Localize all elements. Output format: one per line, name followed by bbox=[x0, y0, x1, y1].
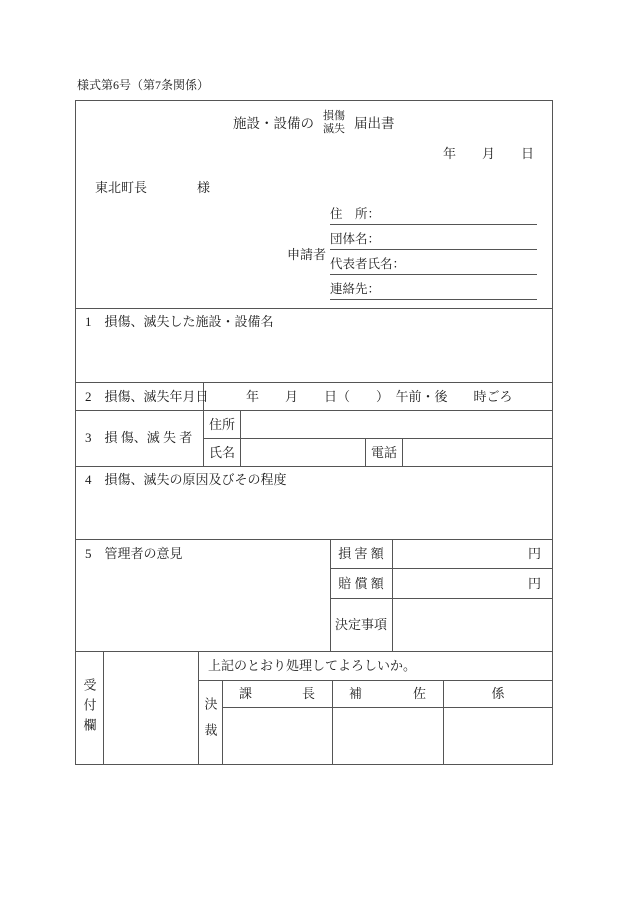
approval-col-assistant bbox=[332, 686, 443, 701]
approval-col-section-chief-right: 長 bbox=[301, 686, 315, 701]
approval-col-assistant-right: 佐 bbox=[412, 686, 426, 701]
section1-input[interactable] bbox=[80, 332, 548, 378]
table-line bbox=[75, 466, 553, 467]
table-line bbox=[198, 680, 553, 681]
applicant-fields bbox=[330, 200, 537, 300]
damage-amount-label: 損 害 額 bbox=[338, 546, 384, 561]
applicant-address-label: 住 所： bbox=[330, 207, 381, 221]
name-input[interactable] bbox=[241, 439, 364, 465]
approval-col-section-chief bbox=[222, 686, 332, 701]
compensation-amount-label: 賠 償 額 bbox=[338, 575, 384, 591]
section4-input[interactable] bbox=[80, 492, 548, 536]
table-line bbox=[365, 438, 366, 466]
phone-input[interactable] bbox=[403, 439, 552, 465]
applicant-contact-label: 連絡先： bbox=[330, 282, 381, 296]
section2-label: 2 損傷、滅失年月日 bbox=[85, 389, 209, 404]
applicant-contact-field[interactable] bbox=[330, 275, 537, 300]
reception-stamp-cell[interactable] bbox=[104, 652, 197, 764]
manager-opinion-input[interactable] bbox=[80, 566, 326, 648]
compensation-amount-unit: 円 bbox=[527, 575, 541, 591]
applicant-representative-field[interactable] bbox=[330, 250, 537, 275]
section5-label: 5 管理者の意見 bbox=[85, 546, 183, 561]
applicant-org-label: 団体名： bbox=[330, 232, 381, 246]
decision-items-input[interactable] bbox=[393, 599, 552, 650]
approval-question: 上記のとおり処理してよろしいか。 bbox=[208, 658, 417, 673]
approval-col-section-chief-left: 課 bbox=[239, 686, 253, 701]
applicant-representative-label: 代表者氏名： bbox=[330, 257, 406, 271]
approval-label: 決裁 bbox=[202, 696, 218, 749]
table-line bbox=[75, 382, 553, 383]
damage-amount-unit: 円 bbox=[527, 546, 541, 561]
address-label: 住所 bbox=[209, 417, 236, 432]
address-input[interactable] bbox=[241, 411, 552, 437]
addressee-line bbox=[95, 180, 210, 195]
phone-label: 電話 bbox=[371, 445, 398, 460]
section3-label: 3 損 傷、滅 失 者 bbox=[85, 430, 193, 445]
section2-date-value: 年 月 日（ ） 午前・後 時ごろ bbox=[246, 389, 513, 404]
title-damage-label: 損傷 bbox=[323, 110, 345, 122]
date-line: 年 月 日 bbox=[443, 146, 535, 161]
reception-column-label: 受付欄 bbox=[81, 678, 97, 738]
section-chief-stamp-cell[interactable] bbox=[223, 708, 331, 764]
decision-items-label: 決定事項 bbox=[334, 617, 387, 632]
form-title bbox=[233, 110, 395, 136]
title-loss-label: 滅失 bbox=[323, 123, 345, 135]
table-line bbox=[75, 308, 553, 309]
applicant-address-field[interactable] bbox=[330, 200, 537, 225]
title-prefix: 施設・設備の bbox=[233, 115, 314, 131]
addressee-honorific: 様 bbox=[197, 180, 211, 195]
applicant-label: 申請者 bbox=[287, 247, 327, 262]
form-number-label: 様式第6号（第7条関係） bbox=[77, 78, 210, 92]
title-damage-loss-stack bbox=[323, 110, 345, 136]
applicant-org-field[interactable] bbox=[330, 225, 537, 250]
approval-col-staff-label: 係 bbox=[491, 686, 505, 701]
assistant-stamp-cell[interactable] bbox=[333, 708, 442, 764]
section4-label: 4 損傷、滅失の原因及びその程度 bbox=[85, 472, 287, 487]
section1-label: 1 損傷、滅失した施設・設備名 bbox=[85, 314, 274, 329]
approval-col-staff bbox=[443, 686, 553, 701]
approval-col-assistant-left: 補 bbox=[349, 686, 363, 701]
title-suffix: 届出書 bbox=[354, 115, 395, 131]
staff-stamp-cell[interactable] bbox=[444, 708, 552, 764]
addressee-name: 東北町長 bbox=[95, 180, 148, 195]
name-label: 氏名 bbox=[209, 445, 236, 460]
